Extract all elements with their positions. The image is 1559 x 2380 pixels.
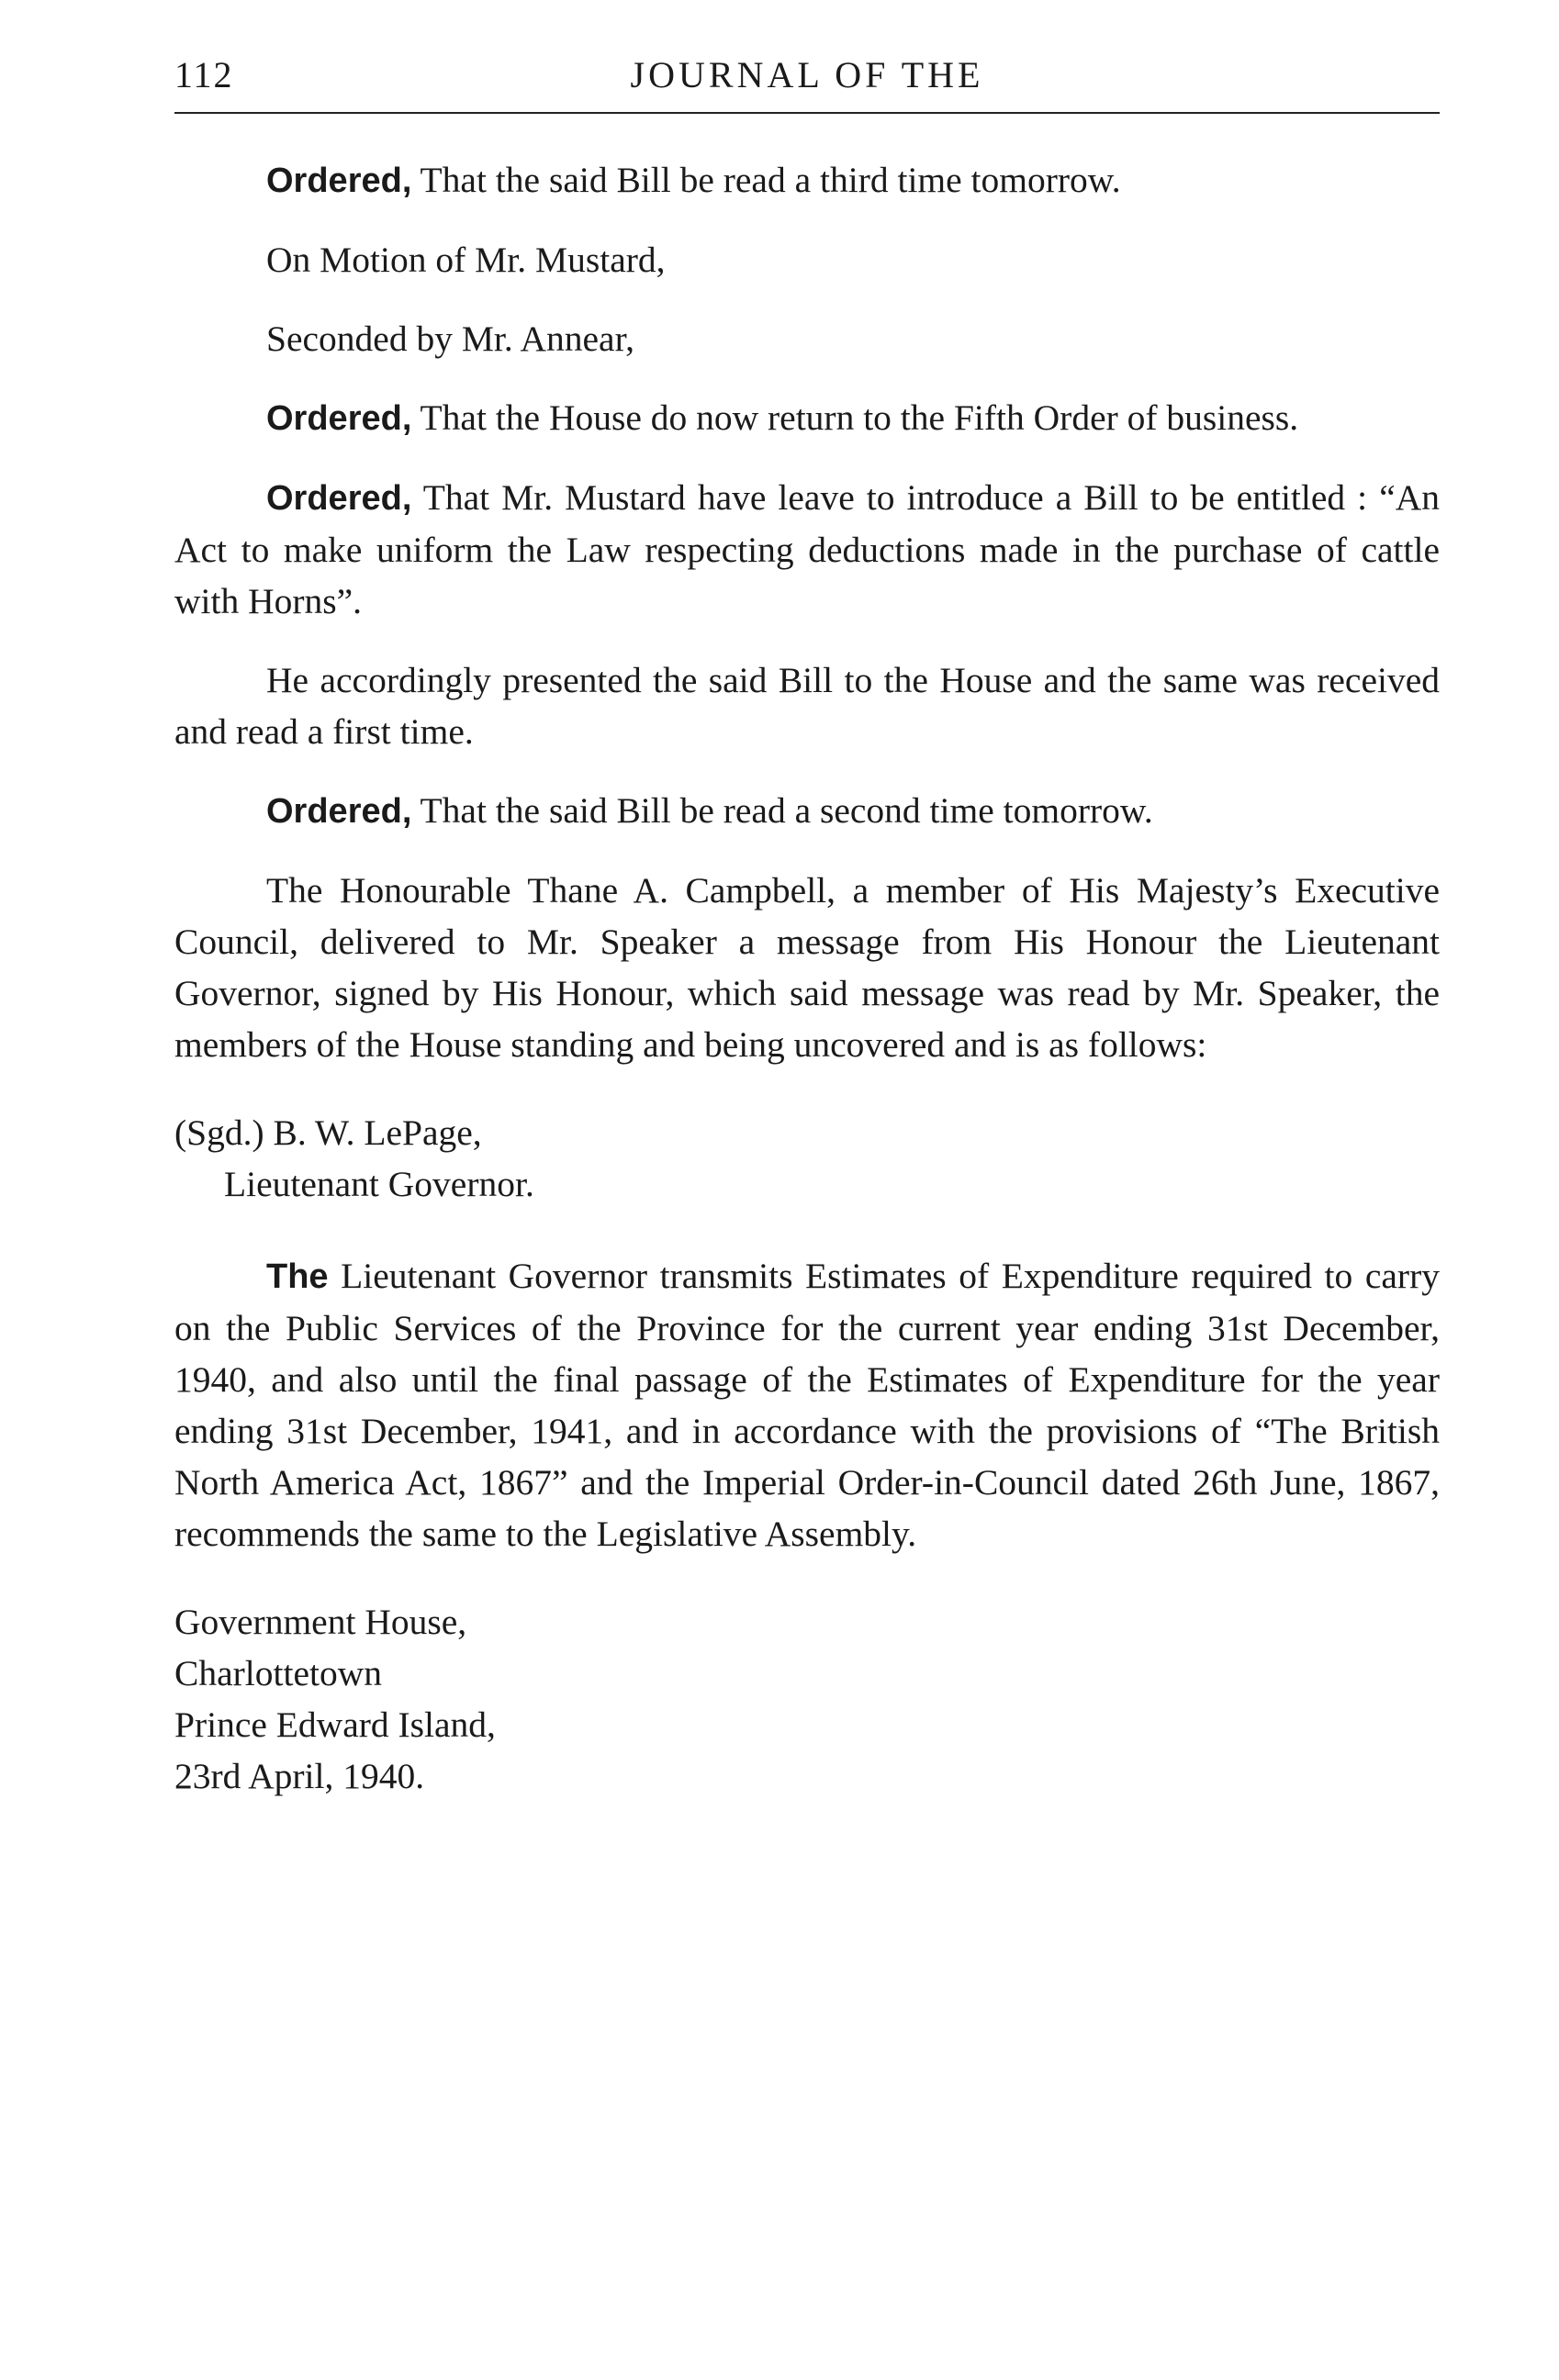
ordered-lead: Ordered, xyxy=(266,792,412,831)
address-line: Charlottetown xyxy=(174,1653,382,1693)
message-lead: The xyxy=(266,1257,329,1296)
paragraph-text: That the said Bill be read a second time tomorrow. xyxy=(411,790,1153,831)
ordered-lead: Ordered, xyxy=(266,399,412,438)
paragraph-text: That the House do now return to the Fifth Order of business. xyxy=(411,397,1299,438)
paragraph-message-delivery xyxy=(174,865,1440,1070)
signature-title: Lieutenant Governor. xyxy=(224,1164,534,1204)
paragraph-text: Seconded by Mr. Annear, xyxy=(266,318,635,359)
address-date: 23rd April, 1940. xyxy=(174,1756,425,1796)
paragraph-leave-to-introduce xyxy=(174,472,1440,627)
paragraph-estimates-message xyxy=(174,1250,1440,1559)
paragraph-text: He accordingly presented the said Bill to the House and the same was received and read a first time. xyxy=(174,660,1440,752)
address-block xyxy=(174,1596,1440,1802)
paragraph-third-reading xyxy=(174,154,1440,207)
paragraph-fifth-order xyxy=(174,392,1440,444)
paragraph-text: On Motion of Mr. Mustard, xyxy=(266,240,666,280)
page-number: 112 xyxy=(174,54,234,95)
page-header xyxy=(174,53,1440,112)
paragraph-first-reading xyxy=(174,654,1440,757)
paragraph-motion xyxy=(174,234,1440,285)
paragraph-text: The Honourable Thane A. Campbell, a member of His Majesty’s Executive Council, delivered to Mr. Speaker a message from His Honour the Lieutenant Governor, signed by His Honour, which said message was read by Mr. Speaker, the members of the House standing and being uncovered and is as follows: xyxy=(174,870,1440,1065)
paragraph-text: That Mr. Mustard have leave to introduce a Bill to be entitled : “An Act to make uniform the Law respecting deductions made in the purchase of cattle with Horns”. xyxy=(174,477,1440,621)
address-line: Government House, xyxy=(174,1602,467,1642)
paragraph-seconded xyxy=(174,313,1440,364)
ordered-lead: Ordered, xyxy=(266,479,412,518)
paragraph-text: Lieutenant Governor transmits Estimates of Expenditure required to carry on the Public Services of the Province for the current year ending 31st December, 1940, and also until the final passage of the Estimates of Expenditure for the year ending 31st December, 1941, and in accordance with the provisions of “The British North America Act, 1867” and the Imperial Order-in-Council dated 26th June, 1867, recommends the same to the Legislative Assembly. xyxy=(174,1256,1440,1554)
address-line: Prince Edward Island, xyxy=(174,1704,496,1745)
signature-block xyxy=(174,1107,1440,1210)
running-head: JOURNAL OF THE xyxy=(630,54,984,95)
paragraph-second-reading xyxy=(174,785,1440,837)
header-rule xyxy=(174,112,1440,114)
journal-body xyxy=(174,154,1440,1802)
ordered-lead: Ordered, xyxy=(266,162,412,200)
paragraph-text: That the said Bill be read a third time tomorrow. xyxy=(411,160,1121,200)
signature-name: (Sgd.) B. W. LePage, xyxy=(174,1112,482,1153)
